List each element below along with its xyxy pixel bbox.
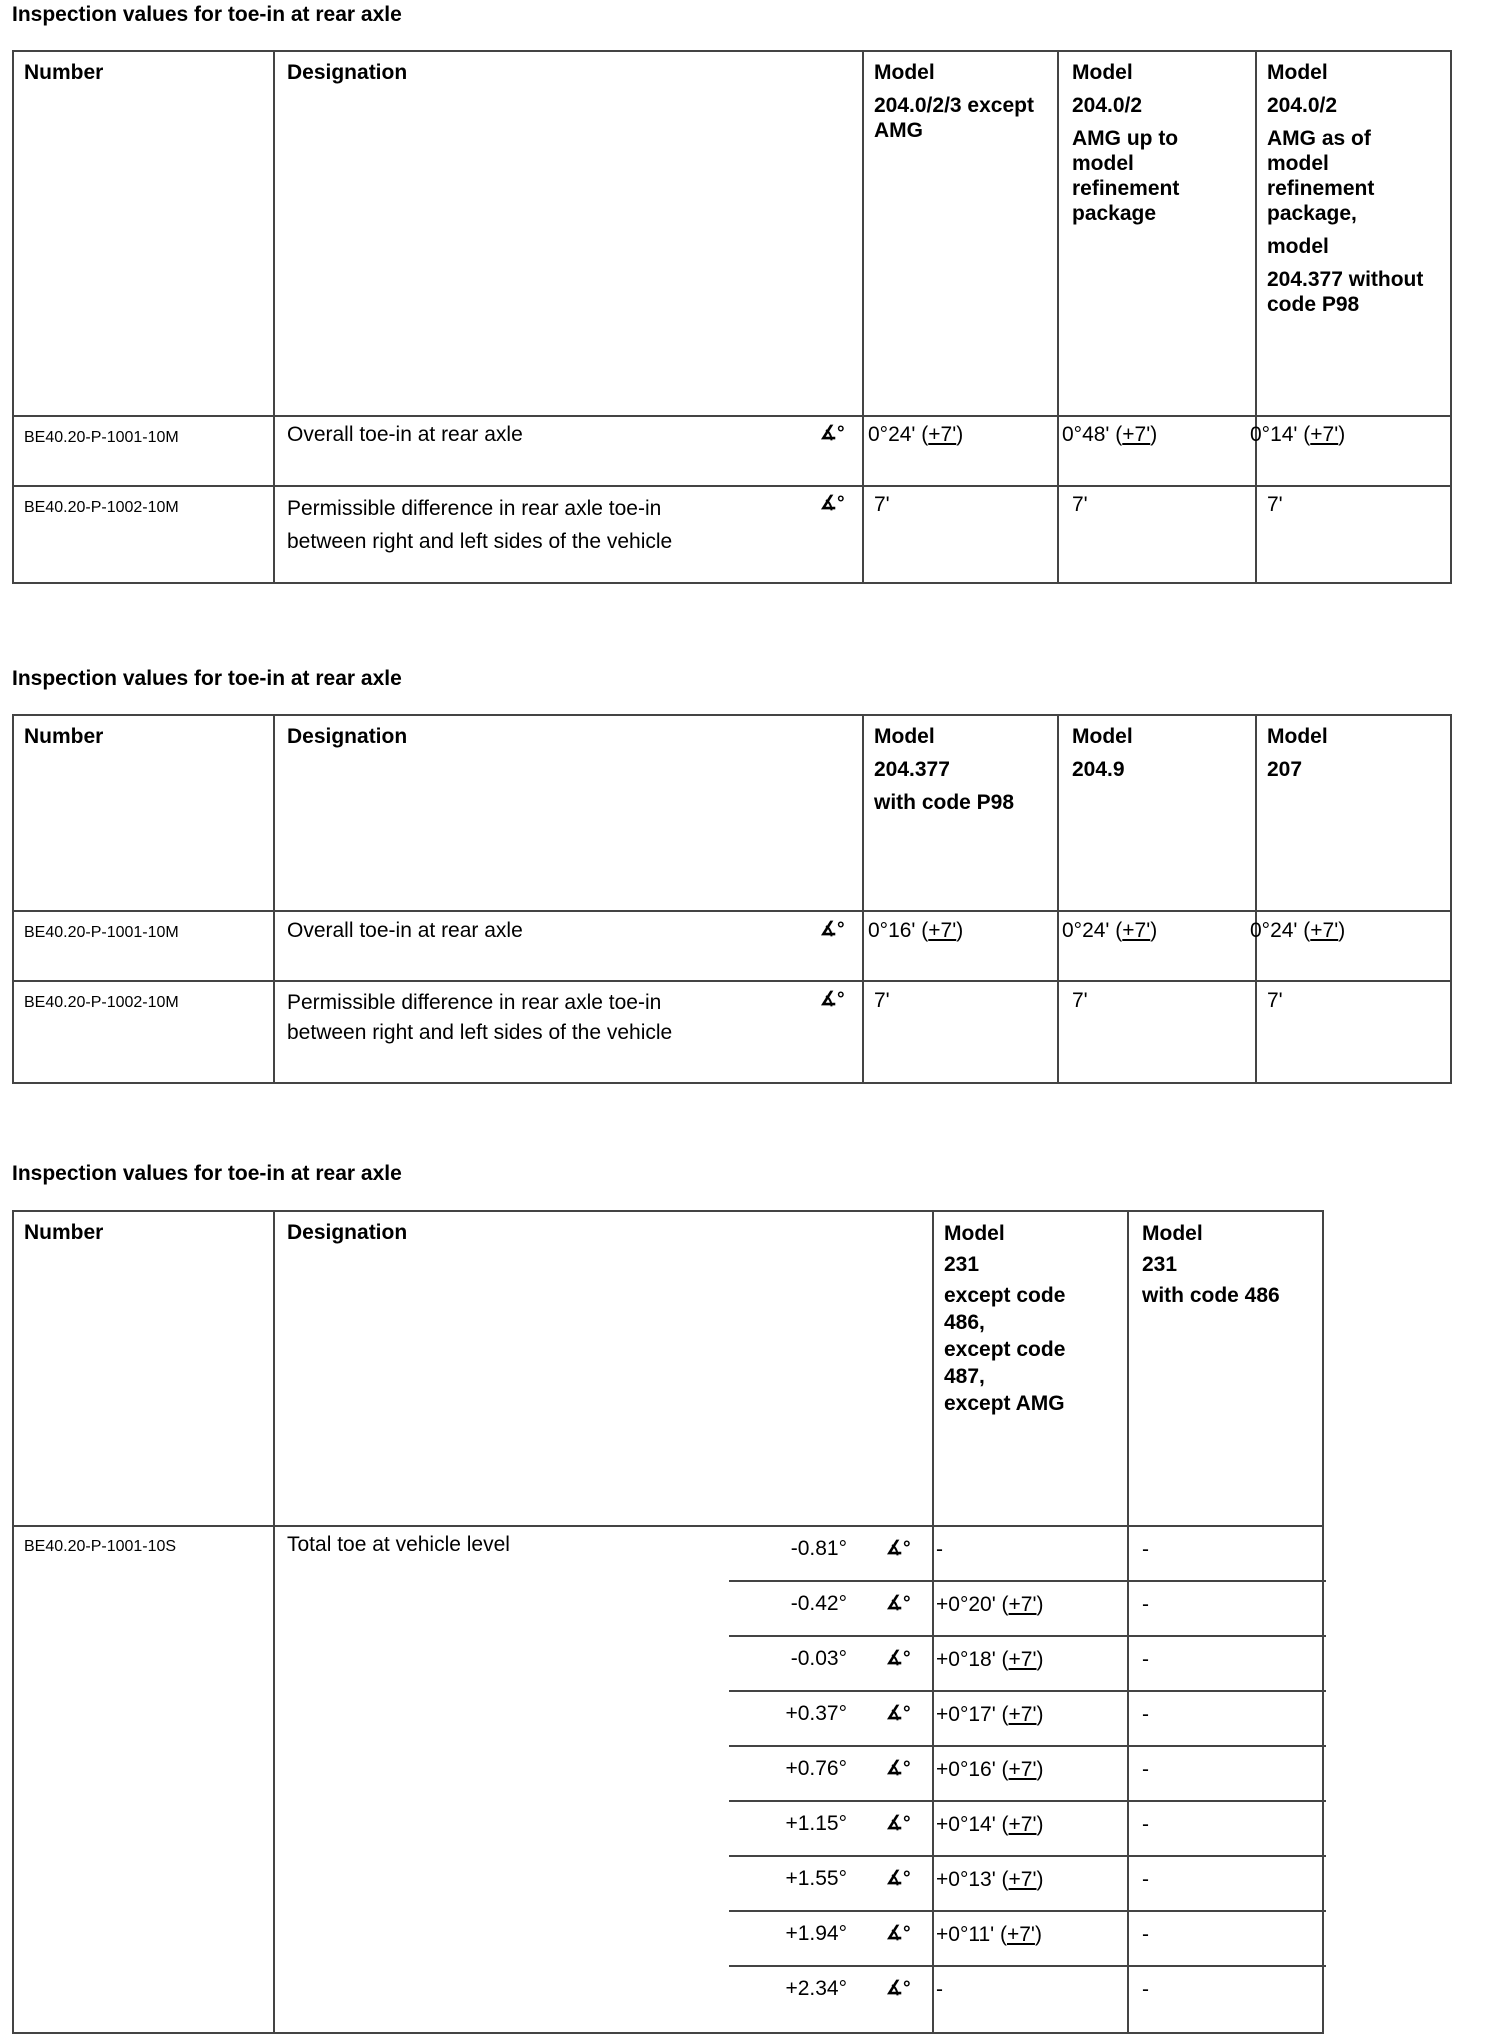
angle-icon: ∡° [886, 1703, 911, 1724]
header-designation: Designation [287, 725, 408, 748]
header-model-1: Model 231 except code 486, except code 487, except AMG [944, 1222, 1066, 1415]
value-model-1: - [936, 1978, 943, 2001]
value-model-2: 7' [1072, 493, 1088, 516]
value-model-1: +0°16' (+7') [936, 1758, 1044, 1781]
header-number: Number [24, 1221, 104, 1244]
row-number: BE40.20-P-1002-10M [24, 499, 179, 516]
value-model-3: 7' [1267, 989, 1283, 1012]
header-model-2: Model 231 with code 486 [1142, 1222, 1280, 1307]
toe-angle-value: -0.42° [790, 1592, 847, 1615]
value-model-1: +0°13' (+7') [936, 1868, 1044, 1891]
header-designation: Designation [287, 61, 408, 84]
toe-angle-value: -0.03° [790, 1647, 847, 1670]
angle-icon: ∡° [886, 1978, 911, 1999]
angle-icon: ∡° [820, 423, 845, 444]
header-model-3: Model 204.0/2 AMG as of model refinement package, model 204.377 without code P98 [1267, 61, 1424, 316]
value-model-1: 0°16' (+7') [868, 919, 964, 942]
value-model-3: 0°24' (+7') [1250, 919, 1346, 942]
value-model-2: 0°48' (+7') [1062, 423, 1158, 446]
toe-angle-value: +1.15° [785, 1812, 847, 1835]
value-model-1: 7' [874, 989, 890, 1012]
value-model-2: - [1142, 1868, 1149, 1891]
row-number: BE40.20-P-1001-10M [24, 924, 179, 941]
toe-angle-value: +0.76° [785, 1757, 847, 1780]
value-model-1: - [936, 1538, 943, 1561]
table3 [12, 1210, 1324, 2034]
value-model-2: - [1142, 1648, 1149, 1671]
toe-angle-value: +1.55° [785, 1867, 847, 1890]
row-designation: Permissible difference in rear axle toe-in between right and left sides of the vehicle [287, 497, 673, 553]
angle-icon: ∡° [820, 989, 845, 1010]
row-designation: Total toe at vehicle level [287, 1533, 510, 1556]
header-model-3: Model 207 [1267, 725, 1328, 781]
value-model-2: - [1142, 1703, 1149, 1726]
value-model-2: - [1142, 1923, 1149, 1946]
table3-title: Inspection values for toe-in at rear axle [12, 1162, 402, 1185]
row-designation: Permissible difference in rear axle toe-in between right and left sides of the vehicle [287, 991, 673, 1044]
value-model-2: - [1142, 1593, 1149, 1616]
angle-icon: ∡° [820, 493, 845, 514]
header-model-2: Model 204.0/2 AMG up to model refinement package [1072, 61, 1180, 225]
angle-icon: ∡° [886, 1923, 911, 1944]
value-model-3: 0°14' (+7') [1250, 423, 1346, 446]
value-model-1: +0°20' (+7') [936, 1593, 1044, 1616]
value-model-2: - [1142, 1978, 1149, 2001]
value-model-1: +0°14' (+7') [936, 1813, 1044, 1836]
value-model-2: - [1142, 1758, 1149, 1781]
angle-icon: ∡° [886, 1758, 911, 1779]
angle-icon: ∡° [886, 1648, 911, 1669]
value-model-2: 0°24' (+7') [1062, 919, 1158, 942]
row-designation: Overall toe-in at rear axle [287, 423, 523, 446]
header-model-1: Model 204.0/2/3 except AMG [874, 61, 1034, 142]
header-model-2: Model 204.9 [1072, 725, 1133, 781]
angle-icon: ∡° [886, 1813, 911, 1834]
value-model-2: 7' [1072, 989, 1088, 1012]
header-model-1: Model 204.377 with code P98 [874, 725, 1015, 814]
toe-angle-value: +2.34° [785, 1977, 847, 2000]
angle-icon: ∡° [886, 1868, 911, 1889]
toe-angle-value: -0.81° [790, 1537, 847, 1560]
angle-icon: ∡° [886, 1593, 911, 1614]
value-model-1: +0°18' (+7') [936, 1648, 1044, 1671]
table2-title: Inspection values for toe-in at rear axle [12, 667, 402, 690]
value-model-1: 0°24' (+7') [868, 423, 964, 446]
value-model-1: +0°11' (+7') [936, 1923, 1042, 1946]
value-model-2: - [1142, 1538, 1149, 1561]
table1 [12, 50, 1452, 584]
header-number: Number [24, 725, 104, 748]
angle-icon: ∡° [886, 1538, 911, 1559]
row-number: BE40.20-P-1001-10S [24, 1538, 177, 1555]
toe-angle-value: +1.94° [785, 1922, 847, 1945]
row-number: BE40.20-P-1001-10M [24, 429, 179, 446]
header-designation: Designation [287, 1221, 408, 1244]
header-number: Number [24, 61, 104, 84]
table2 [12, 714, 1452, 1084]
table1-title: Inspection values for toe-in at rear axle [12, 3, 402, 26]
value-model-3: 7' [1267, 493, 1283, 516]
row-number: BE40.20-P-1002-10M [24, 994, 179, 1011]
row-designation: Overall toe-in at rear axle [287, 919, 523, 942]
value-model-1: 7' [874, 493, 890, 516]
angle-icon: ∡° [820, 919, 845, 940]
value-model-1: +0°17' (+7') [936, 1703, 1044, 1726]
value-model-2: - [1142, 1813, 1149, 1836]
toe-angle-value: +0.37° [785, 1702, 847, 1725]
